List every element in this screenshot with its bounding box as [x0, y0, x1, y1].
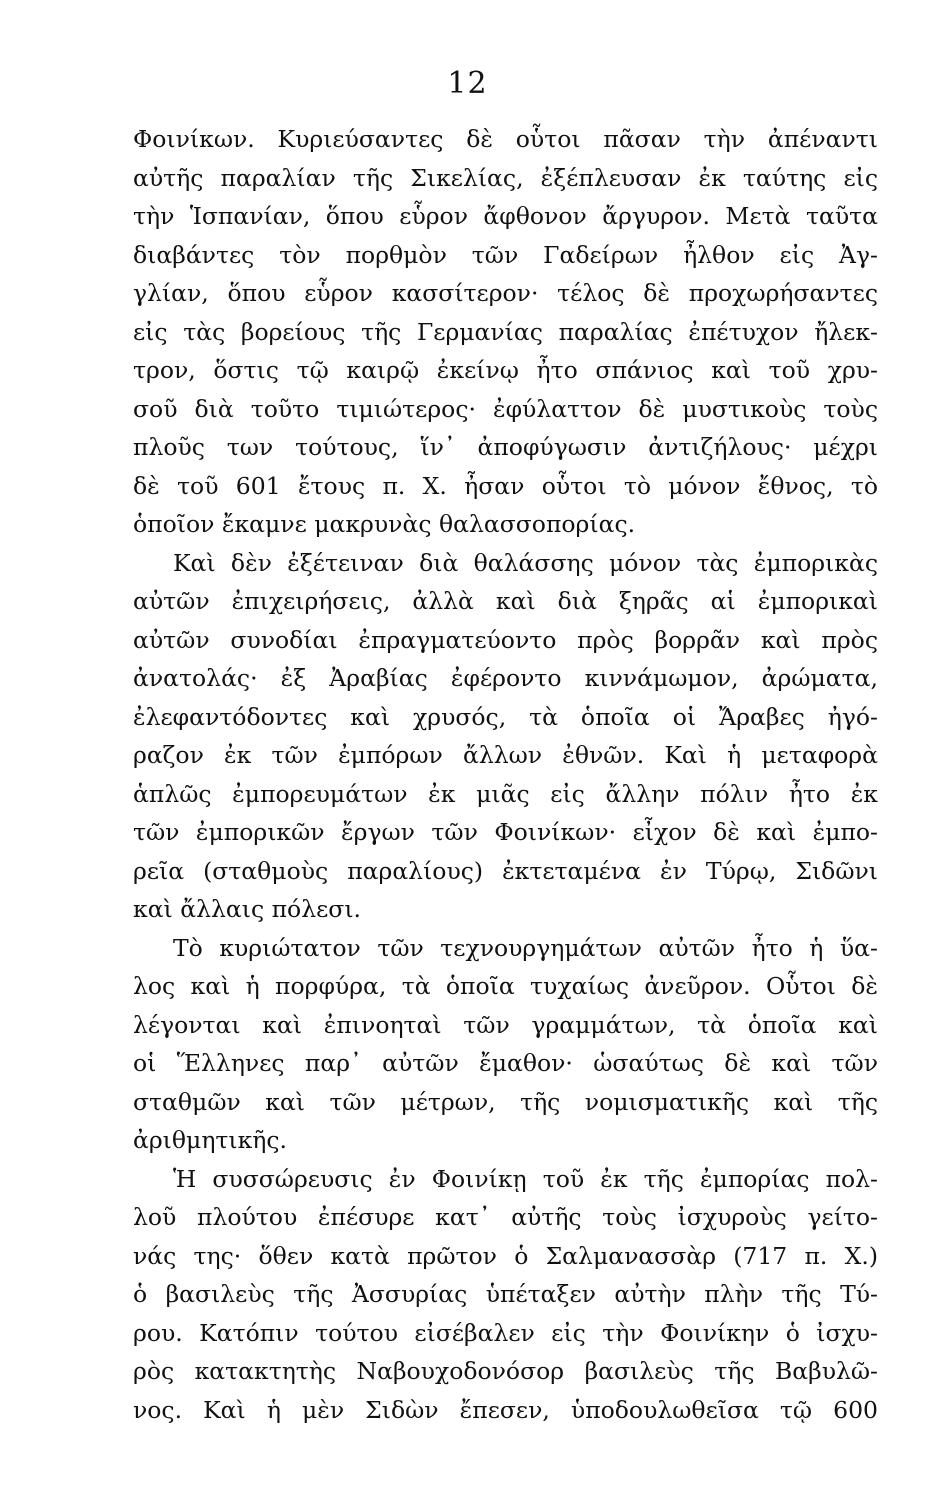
text-line: δὲ τοῦ 601 ἔτους π. Χ. ἦσαν οὗτοι τὸ μόνον ἔθνος, τὸ [133, 471, 878, 500]
text-line: ὁ βασιλεὺς τῆς Ἀσσυρίας ὑπέταξεν αὐτὴν πλὴν τῆς Τύ- [133, 1280, 878, 1308]
text-line: Τὸ κυριώτατον τῶν τεχνουργημάτων αὐτῶν ἦτο ἡ ὕα- [173, 933, 878, 962]
text-line: καὶ ἄλλαις πόλεσι. [133, 895, 362, 923]
text-line: ἁπλῶς ἐμπορευμάτων ἐκ μιᾶς εἰς ἄλλην πόλιν ἦτο ἐκ [133, 779, 878, 808]
text-line: ἀνατολάς· ἐξ Ἀραβίας ἐφέροντο κιννάμωμον, ἀρώματα, [133, 664, 878, 692]
text-line: ραζον ἐκ τῶν ἐμπόρων ἄλλων ἐθνῶν. Καὶ ἡ μεταφορὰ [133, 741, 878, 769]
text-line: Ἡ συσσώρευσις ἐν Φοινίκῃ τοῦ ἐκ τῆς ἐμπορίας πολ- [173, 1164, 878, 1193]
text-line: τὴν Ἱσπανίαν, ὅπου εὗρον ἄφθονον ἄργυρον. Μετὰ ταῦτα [133, 202, 878, 230]
text-line: σοῦ διὰ τοῦτο τιμιώτερος· ἐφύλαττον δὲ μυστικοὺς τοὺς [133, 394, 878, 423]
text-line: λέγονται καὶ ἐπινοηταὶ τῶν γραμμάτων, τὰ ὁποῖα καὶ [133, 1010, 878, 1039]
text-line: ὁποῖον ἔκαμνε μακρυνὰς θαλασσοπορίας. [133, 510, 636, 538]
text-line: αὐτῶν συνοδίαι ἐπραγματεύοντο πρὸς βορρᾶν καὶ πρὸς [133, 625, 878, 654]
text-line: Καὶ δὲν ἐξέτειναν διὰ θαλάσσης μόνον τὰς ἐμπορικὰς [173, 548, 878, 577]
text-line: γλίαν, ὅπου εὗρον κασσίτερον· τέλος δὲ προχωρήσαντες [133, 279, 878, 307]
text-line: οἱ Ἕλληνες παρ᾽ αὐτῶν ἔμαθον· ὡσαύτως δὲ καὶ τῶν [133, 1049, 878, 1077]
page-number: 12 [447, 66, 488, 101]
text-line: αὐτῆς παραλίαν τῆς Σικελίας, ἐξέπλευσαν ἐκ ταύτης εἰς [133, 163, 878, 192]
text-line: εἰς τὰς βορείους τῆς Γερμανίας παραλίας ἐπέτυχον ἤλεκ- [133, 317, 878, 346]
text-line: ρεῖα (σταθμοὺς παραλίους) ἐκτεταμένα ἐν Τύρῳ, Σιδῶνι [133, 856, 878, 885]
text-line: πλοῦς των τούτους, ἵν᾽ ἀποφύγωσιν ἀντιζήλους· μέχρι [133, 433, 878, 461]
text-line: τρον, ὅστις τῷ καιρῷ ἐκείνῳ ἦτο σπάνιος καὶ τοῦ χρυ- [133, 356, 878, 384]
text-line: νος. Καὶ ἡ μὲν Σιδὼν ἔπεσεν, ὑποδουλωθεῖσα τῷ 600 [133, 1395, 878, 1424]
text-line: ρὸς κατακτητὴς Ναβουχοδονόσορ βασιλεὺς τῆς Βαβυλῶ- [133, 1357, 878, 1385]
text-line: ρου. Κατόπιν τούτου εἰσέβαλεν εἰς τὴν Φοινίκην ὁ ἰσχυ- [133, 1318, 878, 1347]
text-line: σταθμῶν καὶ τῶν μέτρων, τῆς νομισματικῆς καὶ τῆς [133, 1087, 878, 1116]
text-line: αὐτῶν ἐπιχειρήσεις, ἀλλὰ καὶ διὰ ξηρᾶς αἱ ἐμπορικαὶ [133, 587, 878, 615]
text-line: τῶν ἐμπορικῶν ἔργων τῶν Φοινίκων· εἶχον δὲ καὶ ἐμπο- [133, 818, 878, 846]
text-line: ἀριθμητικῆς. [133, 1126, 288, 1154]
text-line: νάς της· ὅθεν κατὰ πρῶτον ὁ Σαλμανασσὰρ (717 π. Χ.) [133, 1241, 878, 1270]
text-line: Φοινίκων. Κυριεύσαντες δὲ οὗτοι πᾶσαν τὴν ἀπέναντι [133, 125, 878, 153]
text-line: διαβάντες τὸν πορθμὸν τῶν Γαδείρων ἦλθον εἰς Ἀγ- [133, 240, 878, 269]
text-line: ἐλεφαντόδοντες καὶ χρυσός, τὰ ὁποῖα οἱ Ἄραβες ἠγό- [133, 702, 878, 731]
text-line: λος καὶ ἡ πορφύρα, τὰ ὁποῖα τυχαίως ἀνεῦρον. Οὗτοι δὲ [133, 972, 878, 1000]
text-body [133, 120, 878, 1429]
text-line: λοῦ πλούτου ἐπέσυρε κατ᾽ αὐτῆς τοὺς ἰσχυροὺς γείτο- [133, 1203, 878, 1231]
